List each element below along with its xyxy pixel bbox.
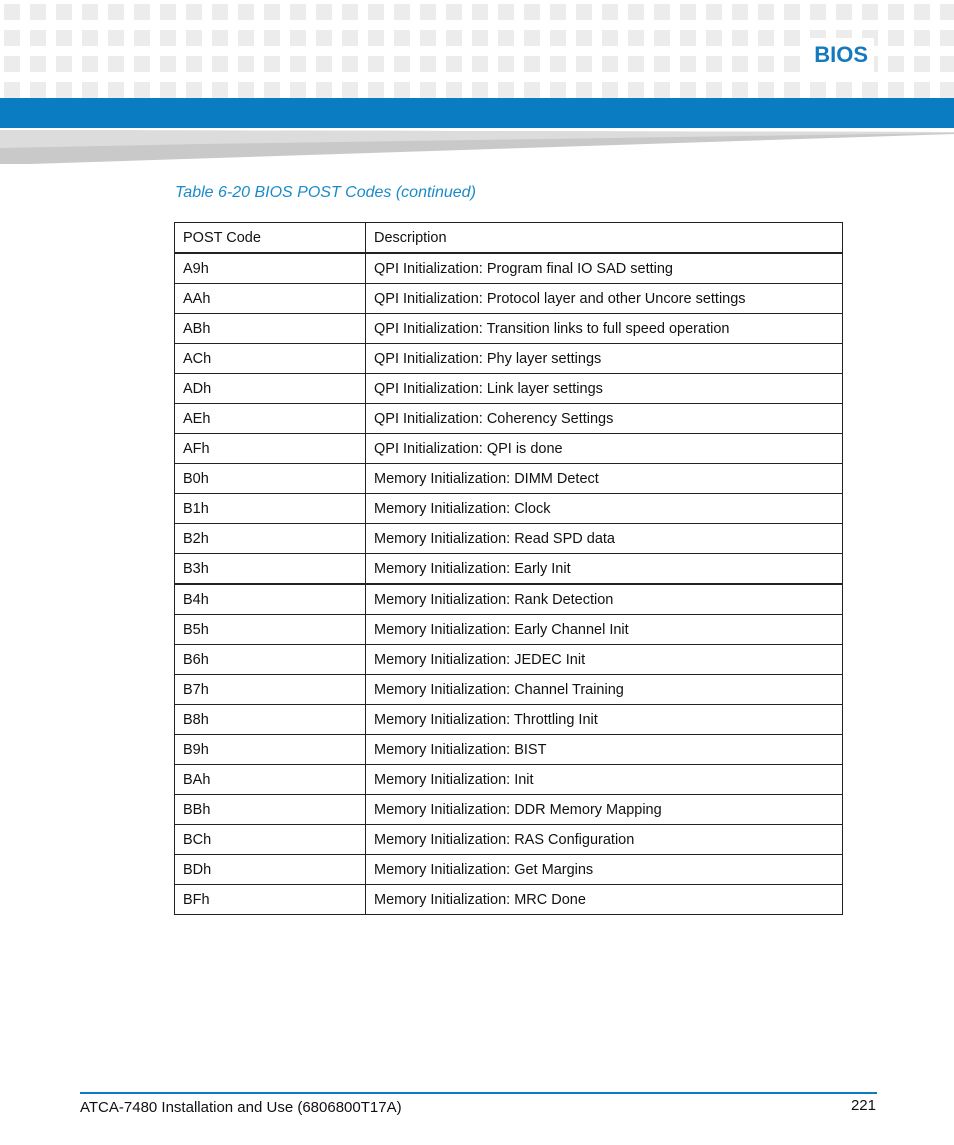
table-row [175, 705, 843, 735]
table-row [175, 765, 843, 795]
table-row [175, 284, 843, 314]
post-code-cell: B3h [175, 554, 366, 585]
post-code-cell: B6h [175, 645, 366, 675]
description-cell: Memory Initialization: DDR Memory Mapping [366, 795, 843, 825]
description-cell: Memory Initialization: RAS Configuration [366, 825, 843, 855]
column-header-description: Description [366, 223, 843, 254]
description-cell: Memory Initialization: Read SPD data [366, 524, 843, 554]
post-code-cell: ADh [175, 374, 366, 404]
post-code-cell: BDh [175, 855, 366, 885]
description-cell: QPI Initialization: Coherency Settings [366, 404, 843, 434]
table-row [175, 855, 843, 885]
table-row [175, 825, 843, 855]
header-swoosh [0, 130, 954, 164]
description-cell: QPI Initialization: QPI is done [366, 434, 843, 464]
description-cell: Memory Initialization: Channel Training [366, 675, 843, 705]
section-title: BIOS [808, 38, 874, 72]
table-row [175, 584, 843, 615]
description-cell: Memory Initialization: Clock [366, 494, 843, 524]
post-code-cell: BFh [175, 885, 366, 915]
table-row [175, 344, 843, 374]
description-cell: Memory Initialization: Rank Detection [366, 584, 843, 615]
table-row [175, 464, 843, 494]
post-code-cell: B7h [175, 675, 366, 705]
description-cell: Memory Initialization: Early Channel Init [366, 615, 843, 645]
post-code-cell: B4h [175, 584, 366, 615]
table-row [175, 524, 843, 554]
table-row [175, 885, 843, 915]
header-band [0, 98, 954, 128]
column-header-post-code: POST Code [175, 223, 366, 254]
post-code-cell: ACh [175, 344, 366, 374]
description-cell: Memory Initialization: BIST [366, 735, 843, 765]
description-cell: QPI Initialization: Phy layer settings [366, 344, 843, 374]
table-row [175, 253, 843, 284]
post-code-cell: B9h [175, 735, 366, 765]
post-code-cell: A9h [175, 253, 366, 284]
table-caption: Table 6-20 BIOS POST Codes (continued) [175, 184, 476, 201]
post-code-cell: B2h [175, 524, 366, 554]
description-cell: Memory Initialization: JEDEC Init [366, 645, 843, 675]
footer-document-title: ATCA-7480 Installation and Use (6806800T17A) [80, 1099, 402, 1116]
description-cell: Memory Initialization: DIMM Detect [366, 464, 843, 494]
description-cell: Memory Initialization: Init [366, 765, 843, 795]
description-cell: Memory Initialization: Early Init [366, 554, 843, 585]
post-code-cell: B1h [175, 494, 366, 524]
table-row [175, 434, 843, 464]
description-cell: QPI Initialization: Transition links to full speed operation [366, 314, 843, 344]
post-code-cell: AEh [175, 404, 366, 434]
post-code-cell: BBh [175, 795, 366, 825]
description-cell: QPI Initialization: Link layer settings [366, 374, 843, 404]
description-cell: QPI Initialization: Protocol layer and other Uncore settings [366, 284, 843, 314]
post-code-cell: AFh [175, 434, 366, 464]
table-header-row [175, 223, 843, 254]
description-cell: Memory Initialization: Get Margins [366, 855, 843, 885]
table-row [175, 675, 843, 705]
table-row [175, 314, 843, 344]
post-code-cell: AAh [175, 284, 366, 314]
table-row [175, 645, 843, 675]
description-cell: Memory Initialization: MRC Done [366, 885, 843, 915]
table-row [175, 374, 843, 404]
post-codes-table [174, 222, 843, 915]
table-row [175, 494, 843, 524]
post-code-cell: B0h [175, 464, 366, 494]
table-row [175, 404, 843, 434]
post-code-cell: BAh [175, 765, 366, 795]
post-code-cell: ABh [175, 314, 366, 344]
footer-rule [80, 1092, 877, 1094]
table-row [175, 554, 843, 585]
description-cell: QPI Initialization: Program final IO SAD setting [366, 253, 843, 284]
post-code-cell: BCh [175, 825, 366, 855]
post-code-cell: B8h [175, 705, 366, 735]
post-code-cell: B5h [175, 615, 366, 645]
table-row [175, 615, 843, 645]
table-row [175, 735, 843, 765]
page-number: 221 [850, 1097, 876, 1114]
table-row [175, 795, 843, 825]
description-cell: Memory Initialization: Throttling Init [366, 705, 843, 735]
